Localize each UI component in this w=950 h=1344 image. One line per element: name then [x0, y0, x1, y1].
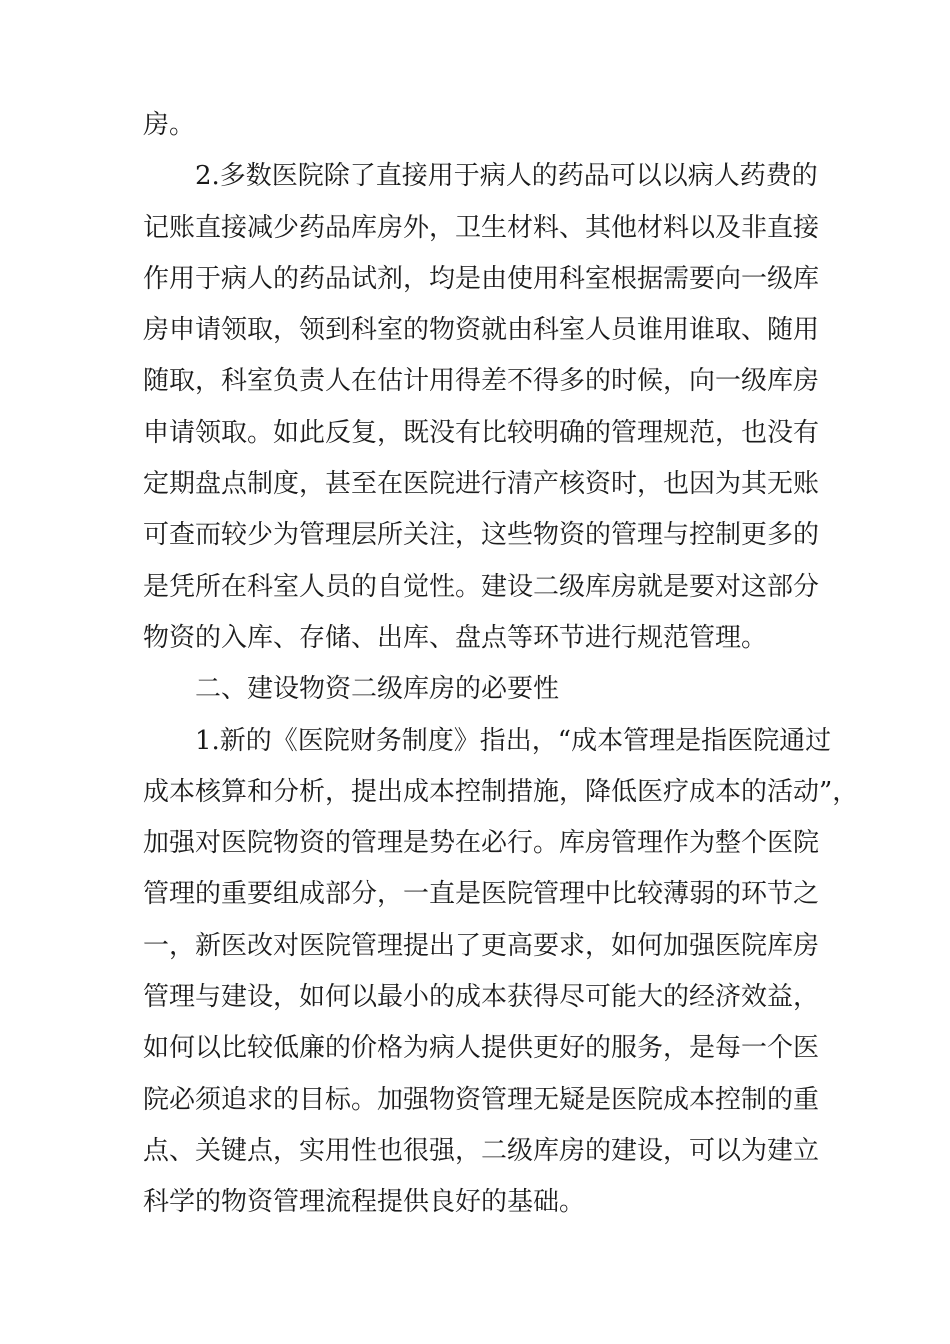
paragraph-line: 申请领取。如此反复，既没有比较明确的管理规范，也没有 — [143, 417, 820, 448]
paragraph-line: 管理的重要组成部分，一直是医院管理中比较薄弱的环节之 — [143, 879, 820, 910]
section-heading: 二、建设物资二级库房的必要性 — [195, 674, 560, 705]
paragraph-line: 随取，科室负责人在估计用得差不得多的时候，向一级库房 — [143, 366, 820, 397]
paragraph-line: 1.新的《医院财务制度》指出，“成本管理是指医院通过 — [195, 725, 832, 756]
body-text — [143, 100, 859, 1229]
paragraph-line: 点、关键点，实用性也很强，二级库房的建设，可以为建立 — [143, 1135, 820, 1166]
paragraph-line: 2.多数医院除了直接用于病人的药品可以以病人药费的 — [195, 161, 818, 192]
paragraph-line: 记账直接减少药品库房外，卫生材料、其他材料以及非直接 — [143, 212, 820, 243]
paragraph-line: 房申请领取，领到科室的物资就由科室人员谁用谁取、随用 — [143, 315, 820, 346]
paragraph-line: 作用于病人的药品试剂，均是由使用科室根据需要向一级库 — [143, 263, 820, 294]
paragraph-line: 可查而较少为管理层所关注，这些物资的管理与控制更多的 — [143, 520, 820, 551]
paragraph-line: 管理与建设，如何以最小的成本获得尽可能大的经济效益， — [143, 982, 820, 1013]
paragraph-line: 是凭所在科室人员的自觉性。建设二级库房就是要对这部分 — [143, 571, 820, 602]
paragraph-line: 成本核算和分析，提出成本控制措施，降低医疗成本的活动”， — [143, 776, 859, 807]
paragraph-line: 定期盘点制度，甚至在医院进行清产核资时，也因为其无账 — [143, 469, 820, 500]
paragraph-line: 加强对医院物资的管理是势在必行。库房管理作为整个医院 — [143, 828, 820, 859]
paragraph-line: 科学的物资管理流程提供良好的基础。 — [143, 1187, 586, 1218]
paragraph-line: 一，新医改对医院管理提出了更高要求，如何加强医院库房 — [143, 930, 820, 961]
paragraph-line: 如何以比较低廉的价格为病人提供更好的服务，是每一个医 — [143, 1033, 820, 1064]
paragraph-line: 物资的入库、存储、出库、盘点等环节进行规范管理。 — [143, 622, 768, 653]
paragraph-line: 房。 — [143, 110, 196, 140]
paragraph-line: 院必须追求的目标。加强物资管理无疑是医院成本控制的重 — [143, 1084, 820, 1115]
